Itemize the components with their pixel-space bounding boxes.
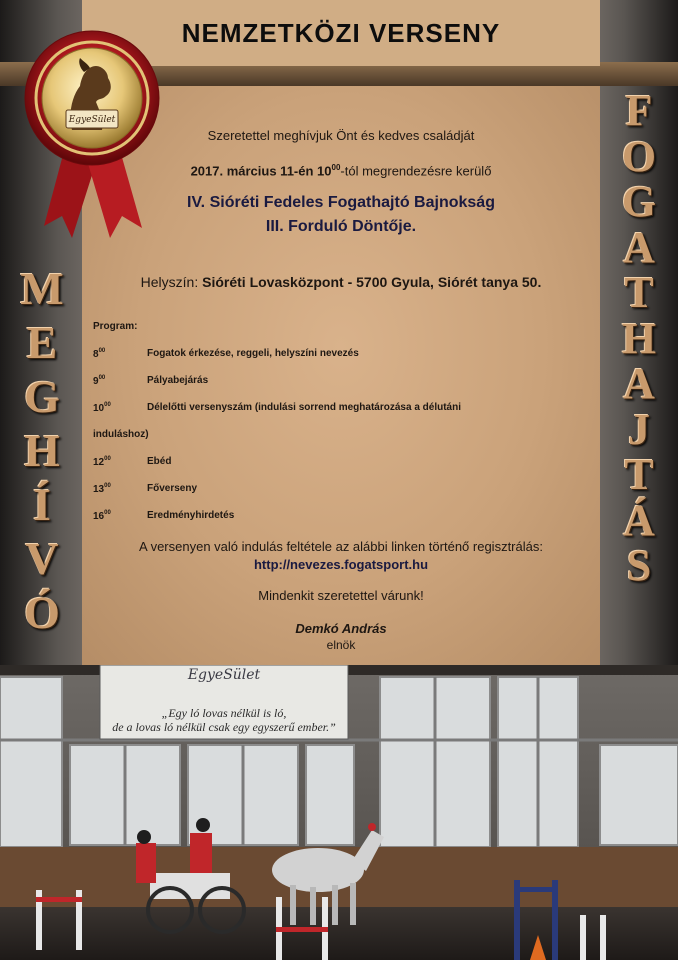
program-text: Főverseny — [147, 483, 198, 494]
rosette-badge — [22, 26, 162, 244]
signer-role: elnök — [326, 638, 356, 652]
arena-floor — [0, 907, 678, 960]
vertical-text-meghivo: M E G H Í V Ó — [20, 263, 64, 638]
venue-value: Sióréti Lovasközpont - 5700 Gyula, Siórét tanya 50. — [202, 274, 542, 290]
arena-photo — [0, 665, 678, 960]
program-time: $16^{00}$ — [93, 510, 111, 522]
program-text: Délelőtti versenyszám (indulási sorrend meghatározása a délutáni — [147, 402, 461, 413]
venue-line — [82, 274, 600, 290]
banner-quote-line1: „Egy ló lovas nélkül is ló, — [161, 706, 287, 720]
program-time: $8^{00}$ — [93, 348, 106, 360]
program-time: $13^{00}$ — [93, 483, 111, 495]
program-time: $10^{00}$ — [93, 402, 111, 414]
welcome-line: Mindenkit szeretettel várunk! — [258, 588, 424, 603]
vertical-text-fogathajtas: F O G A T H A J T Á S — [621, 86, 657, 590]
program-text: Eredményhirdetés — [147, 510, 235, 521]
signer-name: Demkó András — [295, 621, 387, 636]
program-text: Ebéd — [147, 456, 172, 467]
venue-label: Helyszín: — [140, 274, 203, 290]
program-text: induláshoz) — [93, 429, 149, 440]
date-minutes: 00 — [331, 163, 341, 172]
event-name-line2: III. Forduló Döntője. — [265, 218, 417, 235]
date-text: 2017. március 11-én 10 — [190, 163, 332, 179]
program-text: Pályabejárás — [147, 375, 209, 386]
invitation-line: Szeretettel meghívjuk Önt és kedves családját — [207, 128, 475, 143]
rosette-logo-text: EgyeSület — [68, 115, 116, 125]
poster-title: NEMZETKÖZI VERSENY — [181, 18, 501, 48]
date-suffix: -tól megrendezésre kerülő — [340, 163, 492, 179]
program-time: $12^{00}$ — [93, 456, 111, 468]
registration-link[interactable]: http://nevezes.fogatsport.hu — [253, 557, 429, 572]
banner-quote-line2: de a lovas ló nélkül csak egy egyszerű ember.” — [112, 720, 336, 734]
program-time: $9^{00}$ — [93, 375, 106, 387]
event-name-line1: IV. Sióréti Fedeles Fogathajtó Bajnokság — [187, 194, 495, 211]
registration-condition: A versenyen való indulás feltétele az alábbi linken történő regisztrálás: — [139, 539, 543, 554]
banner-logo: EgyeSület — [187, 667, 261, 683]
program-label: Program: — [93, 321, 138, 332]
program-text: Fogatok érkezése, reggeli, helyszíni nevezés — [147, 348, 359, 359]
